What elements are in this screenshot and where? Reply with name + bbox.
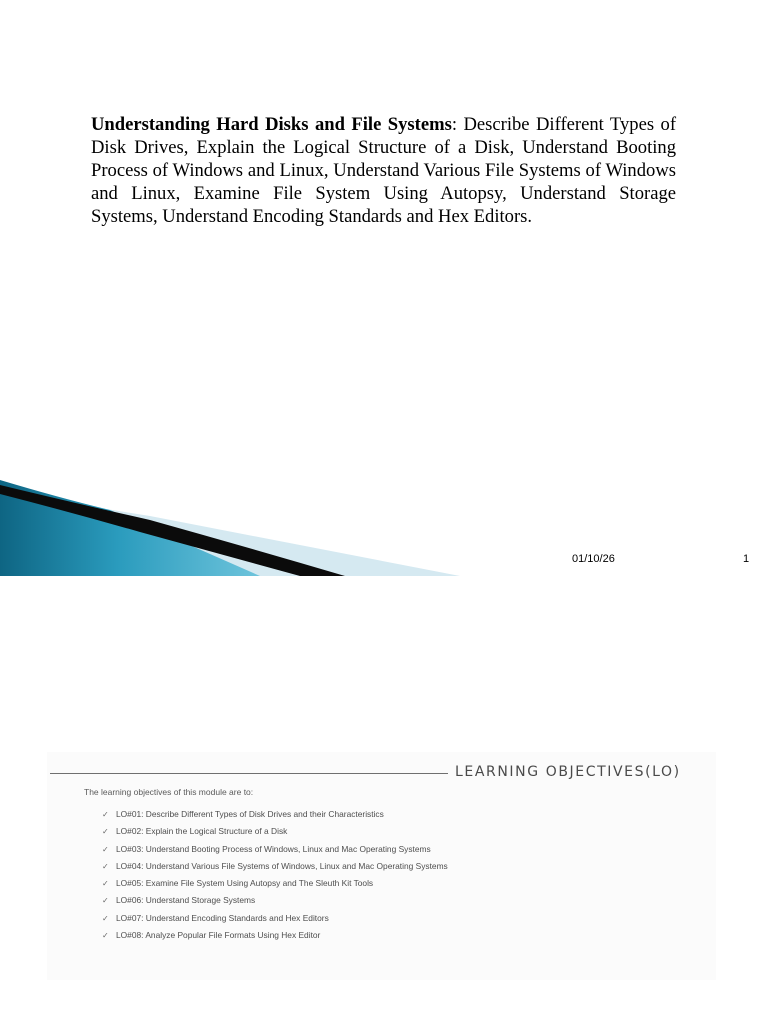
list-item [102,806,448,823]
heading-rule [50,773,448,774]
slide-page-number: 1 [743,553,750,565]
slide-date: 01/10/26 [572,553,615,565]
list-item-text: LO#03: Understand Booting Process of Windows, Linux and Mac Operating Systems [116,843,431,854]
learning-objectives-image [47,752,716,980]
list-item [102,892,448,909]
check-icon: ✓ [102,827,109,837]
list-item-text: LO#01: Describe Different Types of Disk Drives and their Characteristics [116,809,384,819]
check-icon: ✓ [102,810,109,819]
check-icon: ✓ [102,861,109,871]
list-item [102,823,448,840]
check-icon: ✓ [102,913,109,923]
learning-objectives-heading: LEARNING OBJECTIVES(LO) [455,764,681,780]
intro-body: : Describe Different Types of Disk Drives, Explain the Logical Structure of a Disk, Understand Booting Process of Windows and Linux, Understand Various File Systems of Windows and Linux, Examine File System Using Autopsy, Understand Storage Systems, Understand Encoding Standards and Hex Editors. [91,114,677,227]
learning-objectives-intro: The learning objectives of this module are to: [84,787,254,797]
learning-objectives-list [102,806,448,944]
list-item [102,858,448,875]
list-item [102,875,448,892]
intro-paragraph [91,113,676,228]
check-icon: ✓ [102,844,109,854]
intro-title: Understanding Hard Disks and File Systems [91,114,452,135]
list-item [102,910,448,927]
list-item [102,927,448,944]
check-icon: ✓ [102,896,109,906]
check-icon: ✓ [102,879,109,889]
list-item-text: LO#07: Understand Encoding Standards and Hex Editors [116,912,329,923]
list-item [102,841,448,858]
decorative-wave [0,480,460,576]
list-item-text: LO#04: Understand Various File Systems of Windows, Linux and Mac Operating Systems [116,860,448,871]
list-item-text: LO#05: Examine File System Using Autopsy and The Sleuth Kit Tools [116,878,374,889]
check-icon: ✓ [102,931,109,941]
list-item-text: LO#06: Understand Storage Systems [116,895,256,906]
list-item-text: LO#08: Analyze Popular File Formats Using Hex Editor [116,930,321,941]
list-item-text: LO#02: Explain the Logical Structure of a Disk [116,826,288,837]
